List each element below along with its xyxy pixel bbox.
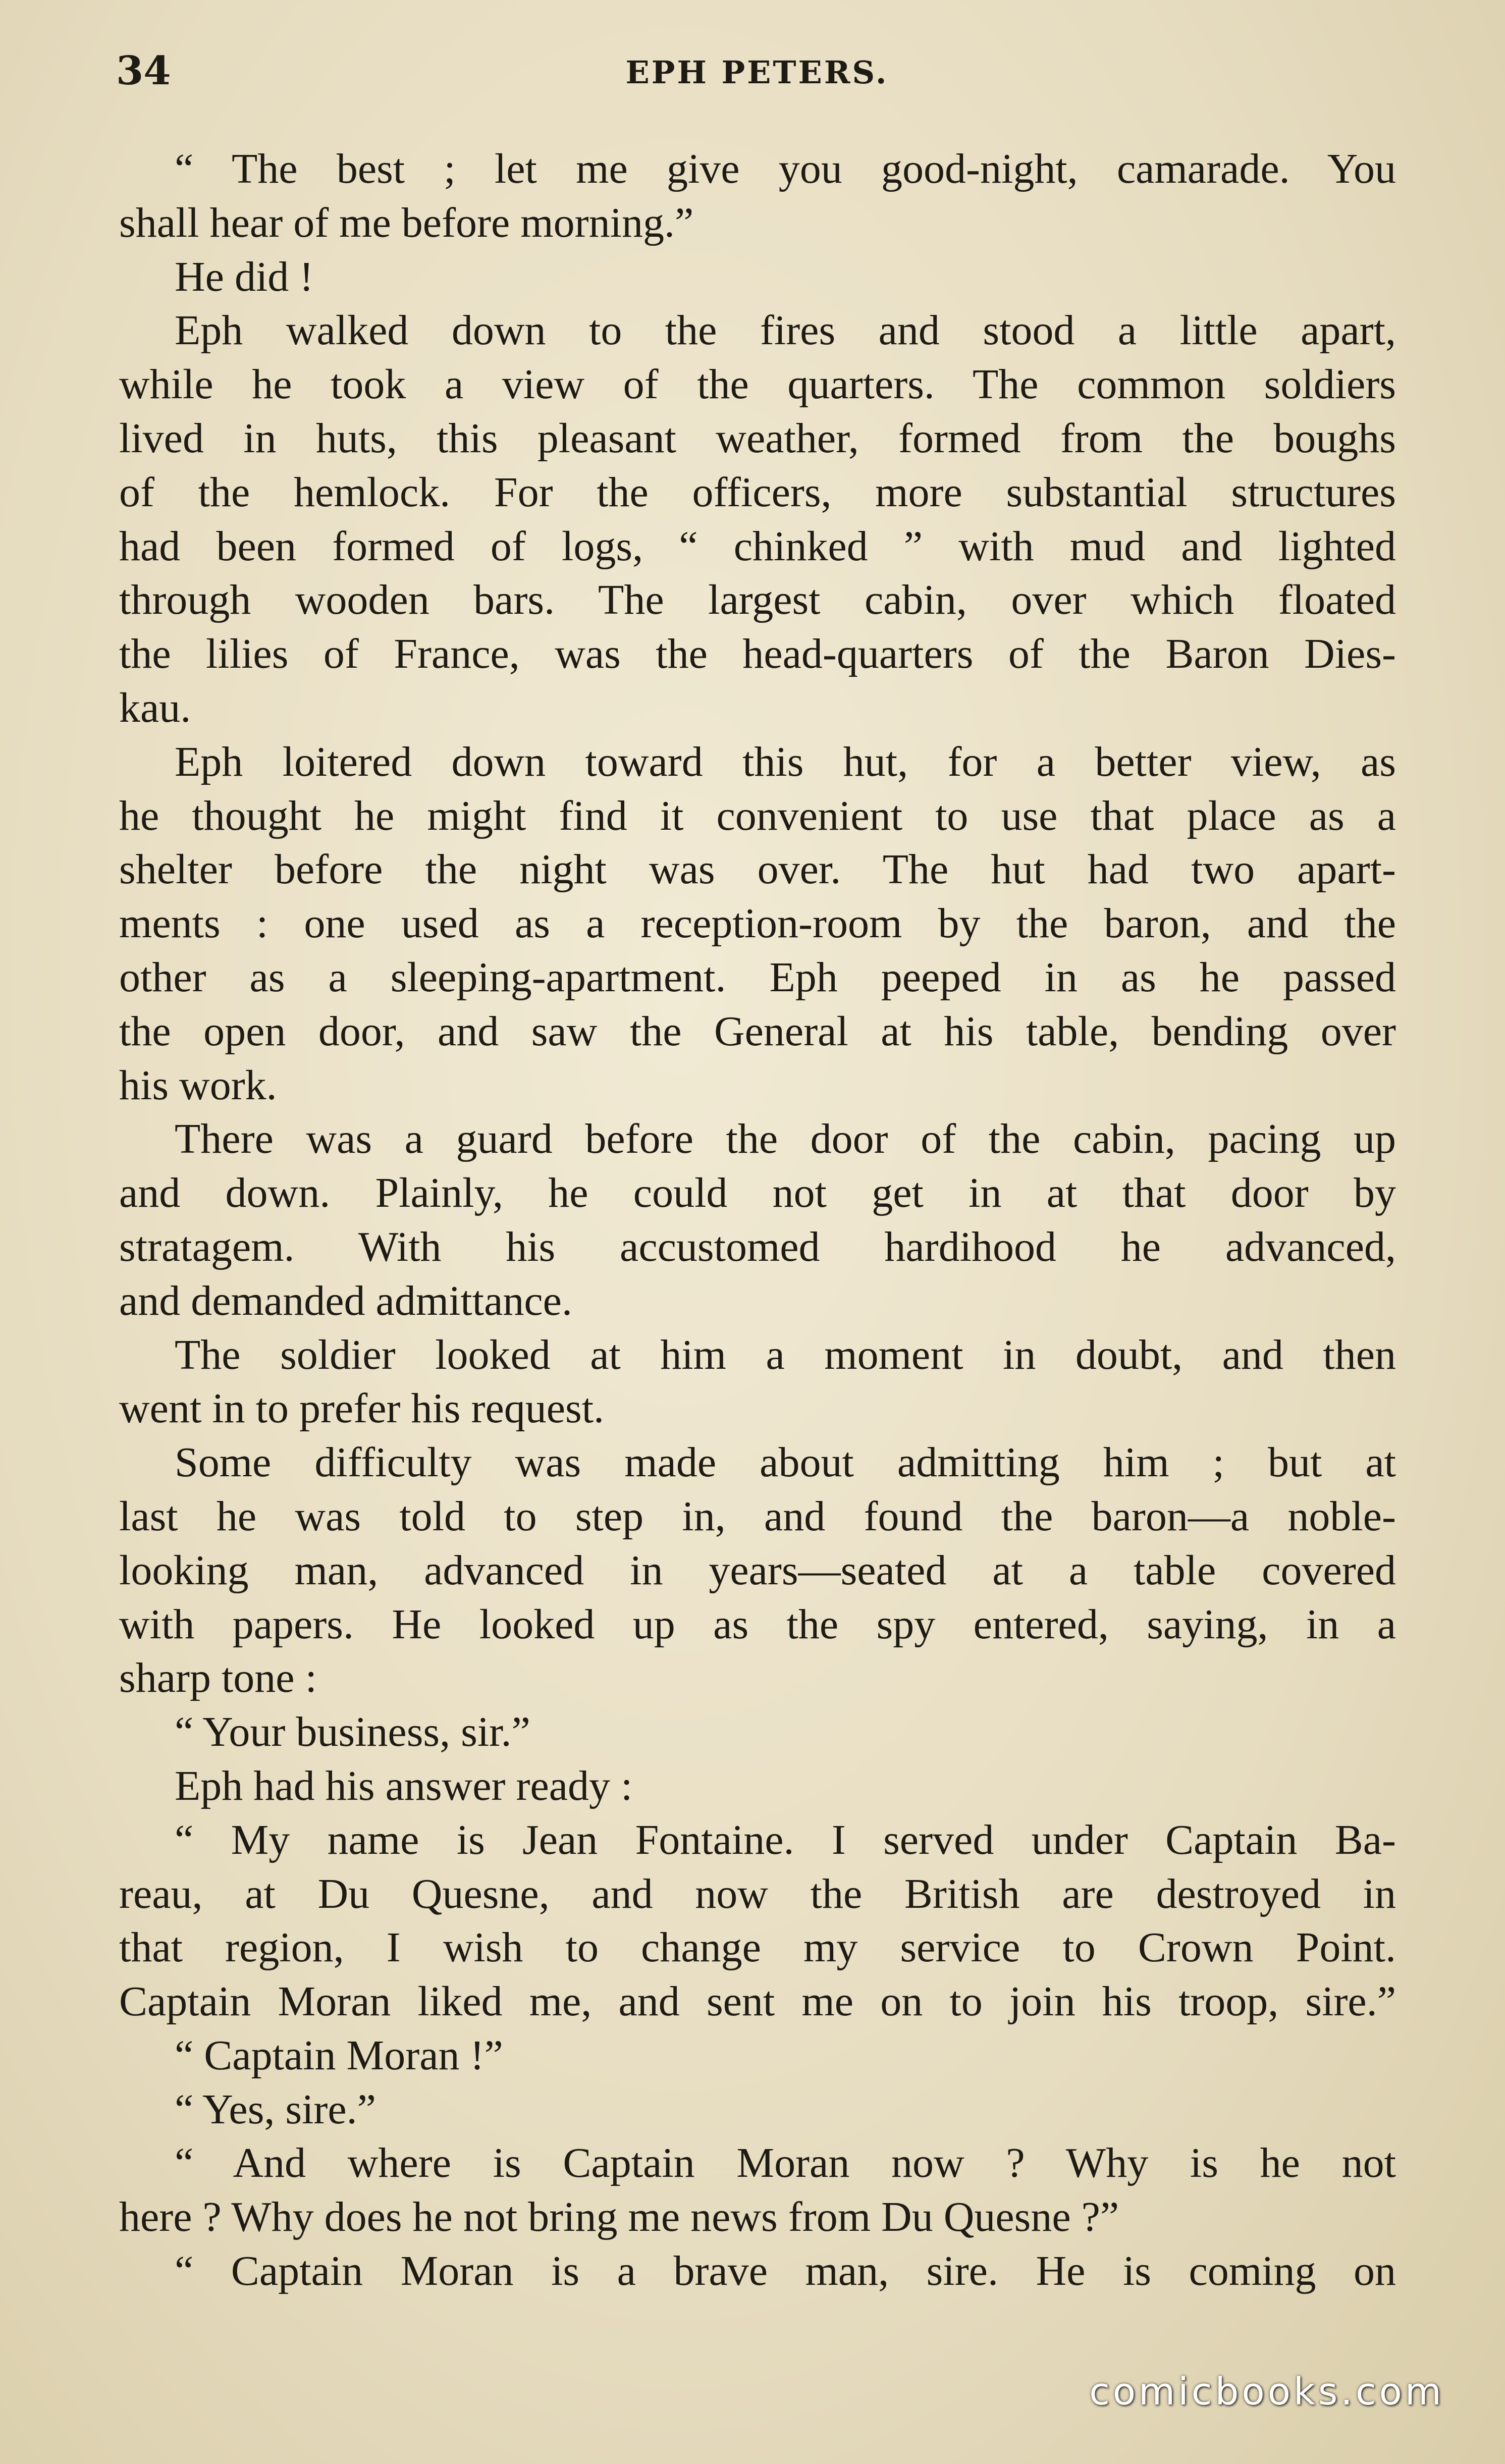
text-line: sharp tone : [119,1654,317,1702]
text-line: through wooden bars. The largest cabin, over which floated [119,576,1396,624]
text-line: and demanded admittance. [119,1277,572,1324]
text-line: “ And where is Captain Moran now ? Why is he not [175,2139,1396,2187]
body-text [119,142,1396,2298]
text-line: his work. [119,1061,277,1109]
text-line: had been formed of logs, “ chinked ” with mud and lighted [119,522,1396,570]
text-line: “ Captain Moran !” [175,2031,503,2079]
text-line: he thought he might find it convenient to use that place as a [119,792,1396,839]
text-line: other as a sleeping-apartment. Eph peeped in as he passed [119,953,1396,1001]
text-line: with papers. He looked up as the spy entered, saying, in a [119,1600,1396,1648]
text-line: shelter before the night was over. The hut had two apart- [119,846,1396,893]
text-line: stratagem. With his accustomed hardihood he advanced, [119,1223,1396,1270]
text-line: He did ! [175,253,314,300]
text-line: shall hear of me before morning.” [119,199,694,246]
text-line: went in to prefer his request. [119,1385,605,1432]
text-line: Eph walked down to the fires and stood a little apart, [175,307,1396,354]
text-line: of the hemlock. For the officers, more substantial structures [119,468,1396,516]
text-line: “ Yes, sire.” [175,2085,376,2133]
text-line: the open door, and saw the General at his table, bending over [119,1007,1396,1055]
text-line: Eph had his answer ready : [175,1762,633,1809]
text-line: and down. Plainly, he could not get in at that door by [119,1169,1396,1217]
text-line: looking man, advanced in years—seated at a table covered [119,1546,1396,1594]
page-number: 34 [116,48,171,94]
text-line: while he took a view of the quarters. The common soldiers [119,361,1396,408]
text-line: ments : one used as a reception-room by the baron, and the [119,900,1396,947]
text-line: The soldier looked at him a moment in doubt, and then [175,1331,1396,1378]
text-line: lived in huts, this pleasant weather, formed from the boughs [119,414,1396,462]
watermark: comicbooks.com [1089,2370,1444,2414]
text-line: “ My name is Jean Fontaine. I served under Captain Ba- [175,1816,1396,1863]
text-line: that region, I wish to change my service to Crown Point. [119,1924,1396,1971]
text-line: “ Captain Moran is a brave man, sire. He is coming on [175,2247,1396,2295]
text-line: Eph loitered down toward this hut, for a better view, as [175,738,1396,785]
text-line: Some difficulty was made about admitting him ; but at [175,1439,1396,1486]
text-line: There was a guard before the door of the cabin, pacing up [175,1115,1396,1163]
text-line: “ Your business, sir.” [175,1708,530,1756]
text-line: Captain Moran liked me, and sent me on to join his troop, sire.” [119,1978,1396,2025]
running-head: EPH PETERS. [625,54,889,91]
text-line: the lilies of France, was the head-quarters of the Baron Dies- [119,630,1396,678]
text-line: here ? Why does he not bring me news from Du Quesne ?” [119,2193,1119,2241]
text-line: “ The best ; let me give you good-night, camarade. You [175,145,1396,192]
text-line: kau. [119,684,191,731]
text-line: reau, at Du Quesne, and now the British are destroyed in [119,1870,1396,1917]
page-header [116,48,1398,109]
text-line: last he was told to step in, and found the baron—a noble- [119,1492,1396,1540]
